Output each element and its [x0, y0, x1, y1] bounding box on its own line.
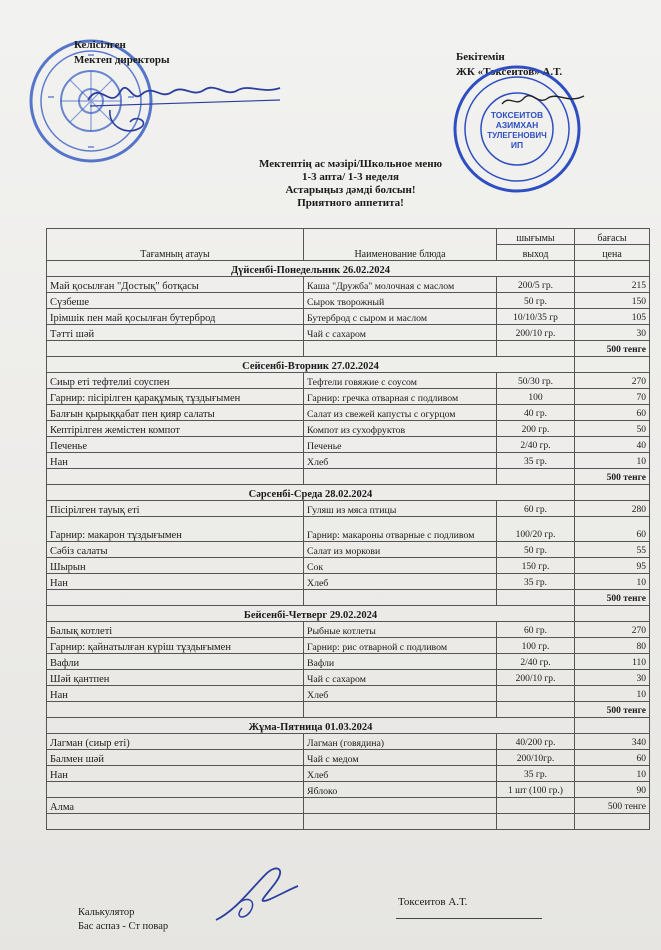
dish-name-ru: Яблоко: [304, 782, 497, 798]
seal-line-3: ТУЛЕГЕНОВИЧ: [487, 131, 547, 140]
dish-name-ru: Салат из свежей капусты с огурцом: [304, 405, 497, 421]
dish-output: 40 гр.: [497, 405, 575, 421]
table-row: [47, 654, 650, 670]
dish-output: 200/10гр.: [497, 750, 575, 766]
dish-name-kk: Май қосылған "Достық" ботқасы: [47, 277, 304, 293]
total-blank-1: [47, 341, 304, 357]
dish-price: 95: [575, 558, 650, 574]
empty-cell: [47, 814, 304, 830]
total-blank-3: [497, 469, 575, 485]
dish-output: 1 шт (100 гр.): [497, 782, 575, 798]
agreed-label: Келісілген: [74, 39, 126, 51]
dish-output: [497, 798, 575, 814]
menu-table-body: [47, 229, 650, 830]
table-row: [47, 558, 650, 574]
table-row: [47, 574, 650, 590]
day-title: Сейсенбі-Вторник 27.02.2024: [47, 357, 575, 373]
dish-name-kk: Шәй қантпен: [47, 670, 304, 686]
signer-name: Токсеитов А.Т.: [398, 896, 468, 908]
table-row: [47, 421, 650, 437]
dish-name-kk: Нан: [47, 686, 304, 702]
dish-output: 10/10/35 гр: [497, 309, 575, 325]
dish-output: 200/5 гр.: [497, 277, 575, 293]
total-blank-2: [304, 341, 497, 357]
dish-name-kk: Кептірілген жемістен компот: [47, 421, 304, 437]
header-price-ru: цена: [575, 245, 650, 261]
dish-name-kk: Сиыр еті тефтелиі соуспен: [47, 373, 304, 389]
table-row: [47, 453, 650, 469]
dish-name-kk: Балмен шәй: [47, 750, 304, 766]
dish-name-ru: Каша "Дружба" молочная с маслом: [304, 277, 497, 293]
day-title: Жұма-Пятница 01.03.2024: [47, 718, 575, 734]
day-title-row: [47, 718, 650, 734]
dish-output: 2/40 гр.: [497, 437, 575, 453]
dish-name-ru: Хлеб: [304, 453, 497, 469]
approve-label: Бекітемін: [456, 51, 505, 63]
dish-name-kk: Ірімшік пен май қосылған бутерброд: [47, 309, 304, 325]
dish-output: 200/10 гр.: [497, 670, 575, 686]
dish-name-kk: Нан: [47, 766, 304, 782]
empty-cell: [575, 814, 650, 830]
dish-output: 60 гр.: [497, 622, 575, 638]
day-total: 500 тенге: [575, 590, 650, 606]
dish-name-ru: Компот из сухофруктов: [304, 421, 497, 437]
dish-price: 150: [575, 293, 650, 309]
dish-price: 10: [575, 686, 650, 702]
dish-name-ru: Тефтели говяжие с соусом: [304, 373, 497, 389]
total-blank-1: [47, 590, 304, 606]
dish-name-kk: Тәтті шәй: [47, 325, 304, 341]
dish-name-ru: Вафли: [304, 654, 497, 670]
day-title-row: [47, 261, 650, 277]
dish-output: [497, 686, 575, 702]
table-row: [47, 437, 650, 453]
dish-name-kk: Балғын қырыққабат пен қияр салаты: [47, 405, 304, 421]
seal-line-1: ТОКСЕИТОВ: [490, 110, 544, 120]
dish-name-ru: Хлеб: [304, 574, 497, 590]
dish-name-kk: Сәбіз салаты: [47, 542, 304, 558]
dish-name-ru: Гарнир: рис отварной с подливом: [304, 638, 497, 654]
table-row: [47, 542, 650, 558]
dish-output: 60 гр.: [497, 501, 575, 517]
day-title-blank: [575, 485, 650, 501]
dish-price: 70: [575, 389, 650, 405]
dish-name-ru: Салат из моркови: [304, 542, 497, 558]
dish-price: 60: [575, 517, 650, 542]
day-total: 500 тенге: [575, 341, 650, 357]
day-total-row: [47, 469, 650, 485]
dish-price: 10: [575, 766, 650, 782]
title-line-2: 1-3 апта/ 1-3 неделя: [301, 171, 399, 183]
header-output-ru: выход: [497, 245, 575, 261]
total-blank-2: [304, 469, 497, 485]
dish-price: 105: [575, 309, 650, 325]
total-blank-1: [47, 702, 304, 718]
table-row: [47, 325, 650, 341]
dish-price: 30: [575, 325, 650, 341]
dish-price: 30: [575, 670, 650, 686]
dish-name-kk: Сүзбеше: [47, 293, 304, 309]
dish-price: 270: [575, 373, 650, 389]
dish-price: 80: [575, 638, 650, 654]
table-row: [47, 670, 650, 686]
cook-signature-icon: [206, 860, 306, 930]
day-total-row: [47, 341, 650, 357]
table-row: [47, 405, 650, 421]
dish-price: 40: [575, 437, 650, 453]
total-blank-3: [497, 341, 575, 357]
dish-name-kk: Шырын: [47, 558, 304, 574]
title-line-3: Астарыңыз дәмді болсын!: [285, 184, 416, 196]
dish-name-kk: Алма: [47, 798, 304, 814]
empty-cell: [304, 814, 497, 830]
dish-price: 60: [575, 750, 650, 766]
dish-name-kk: Гарнир: макарон тұздығымен: [47, 517, 304, 542]
dish-name-kk: Нан: [47, 453, 304, 469]
dish-output: 50 гр.: [497, 293, 575, 309]
dish-name-ru: Печенье: [304, 437, 497, 453]
day-title-row: [47, 606, 650, 622]
dish-price: 10: [575, 574, 650, 590]
total-blank-2: [304, 702, 497, 718]
header-name-ru: Наименование блюда: [304, 229, 497, 261]
day-title: Дүйсенбі-Понедельник 26.02.2024: [47, 261, 575, 277]
day-title-blank: [575, 718, 650, 734]
dish-output: 35 гр.: [497, 766, 575, 782]
table-row: [47, 389, 650, 405]
total-blank-3: [497, 702, 575, 718]
day-title-blank: [575, 357, 650, 373]
dish-output: 2/40 гр.: [497, 654, 575, 670]
dish-price: 340: [575, 734, 650, 750]
empty-row: [47, 814, 650, 830]
dish-output: 35 гр.: [497, 574, 575, 590]
dish-name-kk: Балық котлеті: [47, 622, 304, 638]
dish-output: 50 гр.: [497, 542, 575, 558]
total-blank-3: [497, 590, 575, 606]
dish-name-ru: Сырок творожный: [304, 293, 497, 309]
day-title-row: [47, 357, 650, 373]
day-title-row: [47, 485, 650, 501]
entrepreneur-label: ЖК «Токсеитов» А.Т.: [456, 66, 563, 78]
dish-output: 200/10 гр.: [497, 325, 575, 341]
dish-output: 100: [497, 389, 575, 405]
header-price-kk: бағасы: [575, 229, 650, 245]
seal-line-2: АЗИМХАН: [495, 120, 539, 130]
day-title-blank: [575, 261, 650, 277]
dish-name-ru: [304, 798, 497, 814]
signature-line: [396, 918, 542, 919]
dish-name-kk: Гарнир: пісірілген қарақұмық тұздығымен: [47, 389, 304, 405]
total-blank-1: [47, 469, 304, 485]
table-row: [47, 750, 650, 766]
dish-name-kk: Нан: [47, 574, 304, 590]
dish-output: 40/200 гр.: [497, 734, 575, 750]
table-row: [47, 501, 650, 517]
entrepreneur-signature-icon: [498, 90, 588, 112]
day-title: Сәрсенбі-Среда 28.02.2024: [47, 485, 575, 501]
header-output-kk: шығымы: [497, 229, 575, 245]
school-director-label: Мектеп директоры: [74, 54, 170, 66]
table-row: [47, 309, 650, 325]
table-row: [47, 293, 650, 309]
approval-left: [74, 38, 170, 68]
table-row: [47, 798, 650, 814]
dish-name-ru: Сок: [304, 558, 497, 574]
dish-price: 215: [575, 277, 650, 293]
dish-name-ru: Лагман (говядина): [304, 734, 497, 750]
menu-title: [0, 158, 661, 210]
dish-name-kk: Вафли: [47, 654, 304, 670]
dish-name-ru: Гуляш из мяса птицы: [304, 501, 497, 517]
dish-name-ru: Чай с сахаром: [304, 325, 497, 341]
title-line-1: Мектептің ас мәзірі/Школьное меню: [258, 158, 443, 170]
footer-left: [78, 906, 168, 934]
dish-price: 55: [575, 542, 650, 558]
table-row: [47, 766, 650, 782]
menu-table: [46, 228, 650, 830]
header-name-kk: Тағамның атауы: [47, 229, 304, 261]
dish-price: 280: [575, 501, 650, 517]
dish-price: 110: [575, 654, 650, 670]
dish-price: 60: [575, 405, 650, 421]
dish-output: 50/30 гр.: [497, 373, 575, 389]
day-total: 500 тенге: [575, 469, 650, 485]
title-line-4: Приятного аппетита!: [297, 197, 404, 209]
table-row: [47, 517, 650, 542]
table-row: [47, 686, 650, 702]
dish-name-ru: Гарнир: гречка отварная с подливом: [304, 389, 497, 405]
table-row: [47, 638, 650, 654]
dish-price: 50: [575, 421, 650, 437]
day-total-row: [47, 590, 650, 606]
dish-name-ru: Хлеб: [304, 766, 497, 782]
table-row: [47, 622, 650, 638]
table-header-row: [47, 229, 650, 245]
day-total: 500 тенге: [575, 702, 650, 718]
table-row: [47, 277, 650, 293]
dish-name-ru: Чай с сахаром: [304, 670, 497, 686]
day-title-blank: [575, 606, 650, 622]
table-row: [47, 373, 650, 389]
head-cook-label: Бас аспаз - Ст повар: [78, 921, 169, 932]
empty-cell: [497, 814, 575, 830]
dish-name-ru: Бутерброд с сыром и маслом: [304, 309, 497, 325]
seal-line-4: ИП: [510, 140, 524, 150]
dish-name-ru: Хлеб: [304, 686, 497, 702]
dish-price: 500 тенге: [575, 798, 650, 814]
dish-name-kk: Пісірілген тауық еті: [47, 501, 304, 517]
dish-price: 270: [575, 622, 650, 638]
dish-price: 90: [575, 782, 650, 798]
dish-price: 10: [575, 453, 650, 469]
table-row: [47, 734, 650, 750]
total-blank-2: [304, 590, 497, 606]
dish-name-kk: [47, 782, 304, 798]
dish-output: 100/20 гр.: [497, 517, 575, 542]
day-total-row: [47, 702, 650, 718]
dish-output: 200 гр.: [497, 421, 575, 437]
dish-name-ru: Рыбные котлеты: [304, 622, 497, 638]
day-title: Бейсенбі-Четверг 29.02.2024: [47, 606, 575, 622]
dish-name-kk: Лагман (сиыр еті): [47, 734, 304, 750]
calculator-label: Калькулятор: [78, 907, 135, 918]
dish-name-kk: Гарнир: қайнатылған күріш тұздығымен: [47, 638, 304, 654]
dish-output: 35 гр.: [497, 453, 575, 469]
dish-name-ru: Чай с медом: [304, 750, 497, 766]
dish-output: 100 гр.: [497, 638, 575, 654]
dish-name-ru: Гарнир: макароны отварные с подливом: [304, 517, 497, 542]
dish-name-kk: Печенье: [47, 437, 304, 453]
table-row: [47, 782, 650, 798]
dish-output: 150 гр.: [497, 558, 575, 574]
director-signature-icon: [80, 70, 290, 140]
